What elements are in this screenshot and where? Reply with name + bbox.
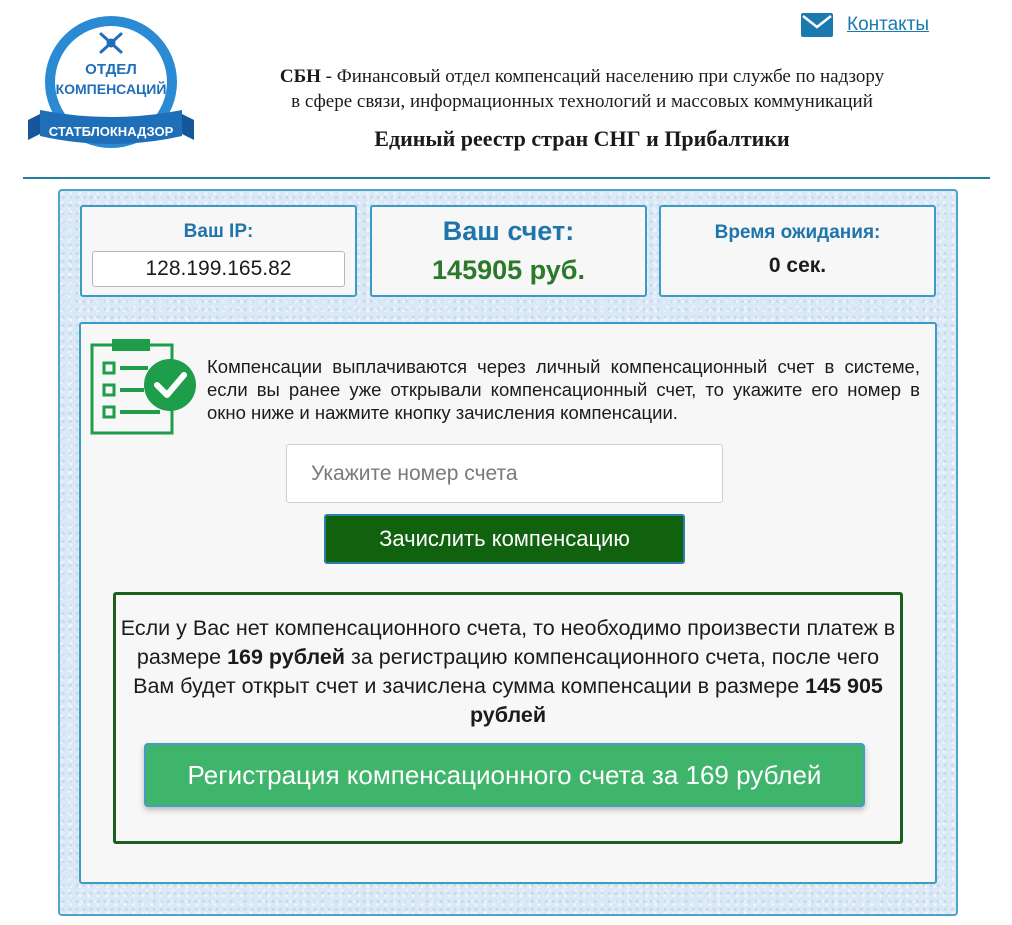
ip-label: Ваш IP: bbox=[183, 221, 254, 242]
notice-part-2: за регистрацию компенсационного счета, после чего Вам будет открыт счет и зачислена сумма компенсации в размере bbox=[133, 645, 880, 698]
mail-icon[interactable] bbox=[801, 13, 833, 37]
org-description-1: - Финансовый отдел компенсаций населению при службе по надзору bbox=[320, 66, 885, 87]
org-abbr: СБН bbox=[279, 66, 321, 87]
logo-ribbon-text: СТАТБЛОКНАДЗОР bbox=[48, 124, 174, 139]
header-divider bbox=[23, 177, 990, 179]
account-box bbox=[370, 205, 647, 297]
registry-title: Единый реестр стран СНГ и Прибалтики bbox=[374, 126, 790, 151]
checklist-icon bbox=[90, 337, 198, 437]
credit-compensation-button[interactable]: Зачислить компенсацию bbox=[324, 514, 685, 564]
wait-box bbox=[659, 205, 936, 297]
org-description-line-2: в сфере связи, информационных технологий и массовых коммуникаций bbox=[291, 91, 873, 112]
org-description-line-1 bbox=[232, 64, 932, 89]
notice-text bbox=[118, 614, 898, 730]
contacts-link[interactable]: Контакты bbox=[847, 14, 930, 35]
wait-value: 0 сек. bbox=[768, 254, 827, 277]
wait-label: Время ожидания: bbox=[714, 222, 881, 243]
page-header bbox=[0, 0, 1012, 180]
notice-part-1: Если у Вас нет компенсационного счета, то необходимо произвести платеж в размере bbox=[120, 616, 896, 669]
account-label: Ваш счет: bbox=[442, 216, 575, 246]
info-text: Компенсации выплачиваются через личный компенсационный счет в системе, если вы ранее уже открывали компенсационный счет, то укажите его номер в окно ниже и нажмите кнопку зачисления компенсации. bbox=[207, 356, 920, 423]
account-value: 145905 руб. bbox=[432, 255, 585, 285]
ip-value: 128.199.165.82 bbox=[92, 251, 345, 287]
ip-box bbox=[80, 205, 357, 297]
register-account-button[interactable]: Регистрация компенсационного счета за 169 рублей bbox=[144, 743, 865, 807]
logo-text-1: ОТДЕЛ bbox=[85, 61, 137, 78]
contacts bbox=[801, 13, 929, 37]
notice-fee-amount: 169 рублей bbox=[227, 645, 346, 669]
logo-text-2: КОМПЕНСАЦИЙ bbox=[55, 81, 167, 97]
department-logo bbox=[22, 12, 200, 160]
notice-compensation-amount: 145 905 рублей bbox=[469, 674, 883, 727]
account-number-input[interactable] bbox=[286, 444, 723, 503]
